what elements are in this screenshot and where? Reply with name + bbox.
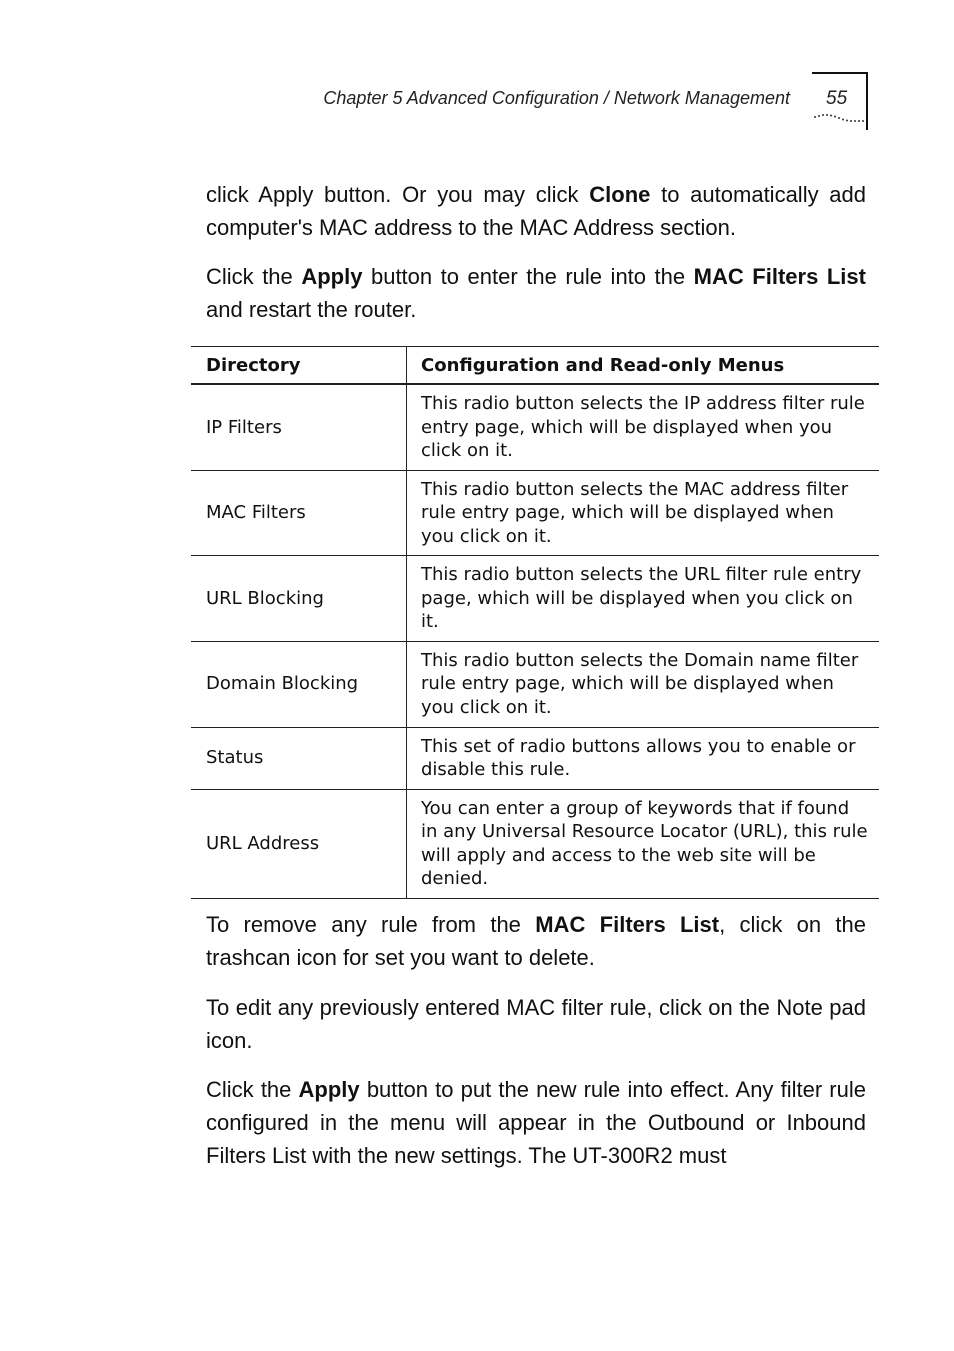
text-run: Click the (206, 264, 302, 289)
bold-text-run: Apply (301, 264, 363, 289)
intro-paragraph-2 (206, 260, 866, 326)
table-header-row (191, 347, 879, 385)
row-description: This radio button selects the Domain name filter rule entry page, which will be displayed when you click on it. (407, 641, 880, 727)
bold-text-run: MAC Filters List (535, 912, 720, 937)
table-row (191, 556, 879, 642)
table-row (191, 470, 879, 556)
row-directory: Domain Blocking (191, 641, 407, 727)
bold-text-run: Clone (589, 182, 651, 207)
table-row (191, 789, 879, 898)
dotted-ornament-icon (812, 112, 868, 126)
text-run: to automatically add computer's MAC address to the MAC Address section. (206, 182, 867, 240)
text-run: click Apply button. Or you may click (206, 182, 590, 207)
row-description: This radio button selects the IP address filter rule entry page, which will be displayed when you click on it. (407, 384, 880, 470)
text-run: button to put the new rule into effect. Any filter rule configured in the menu will appear in the Outbound or Inbound Filters List with the new settings. The UT-300R2 must (206, 1077, 866, 1168)
bold-text-run: MAC Filters List (693, 264, 866, 289)
chapter-header: Chapter 5 Advanced Configuration / Network Management (323, 88, 790, 108)
text-run: To remove any rule from the (206, 912, 536, 937)
row-description: This radio button selects the URL filter rule entry page, which will be displayed when you click on it. (407, 556, 880, 642)
text-run: and restart the router. (206, 297, 417, 322)
table-row (191, 641, 879, 727)
text-run: , click on the trashcan icon for set you want to delete. (206, 912, 866, 970)
outro-paragraph-1 (206, 908, 866, 974)
directory-table (191, 346, 879, 899)
row-directory: MAC Filters (191, 470, 407, 556)
page-number: 55 (826, 88, 848, 109)
text-run: Click the (206, 1077, 299, 1102)
page-number-box (812, 72, 868, 130)
text-run: button to enter the rule into the (362, 264, 694, 289)
table-row (191, 727, 879, 789)
outro-paragraph-3 (206, 1073, 866, 1172)
row-description: You can enter a group of keywords that if found in any Universal Resource Locator (URL), this rule will apply and access to the web site will be denied. (407, 789, 880, 898)
row-description: This radio button selects the MAC address filter rule entry page, which will be displayed when you click on it. (407, 470, 880, 556)
outro-paragraph-2 (206, 991, 866, 1057)
bold-text-run: Apply (298, 1077, 360, 1102)
row-directory: Status (191, 727, 407, 789)
column-header-menus: Configuration and Read-only Menus (407, 347, 880, 385)
row-description: This set of radio buttons allows you to enable or disable this rule. (407, 727, 880, 789)
row-directory: URL Blocking (191, 556, 407, 642)
page-number-rule (812, 72, 868, 74)
table-row (191, 384, 879, 470)
text-run: To edit any previously entered MAC filter rule, click on the Note pad icon. (206, 995, 866, 1053)
column-header-directory: Directory (191, 347, 407, 385)
intro-paragraph-1 (206, 178, 866, 244)
row-directory: IP Filters (191, 384, 407, 470)
row-directory: URL Address (191, 789, 407, 898)
